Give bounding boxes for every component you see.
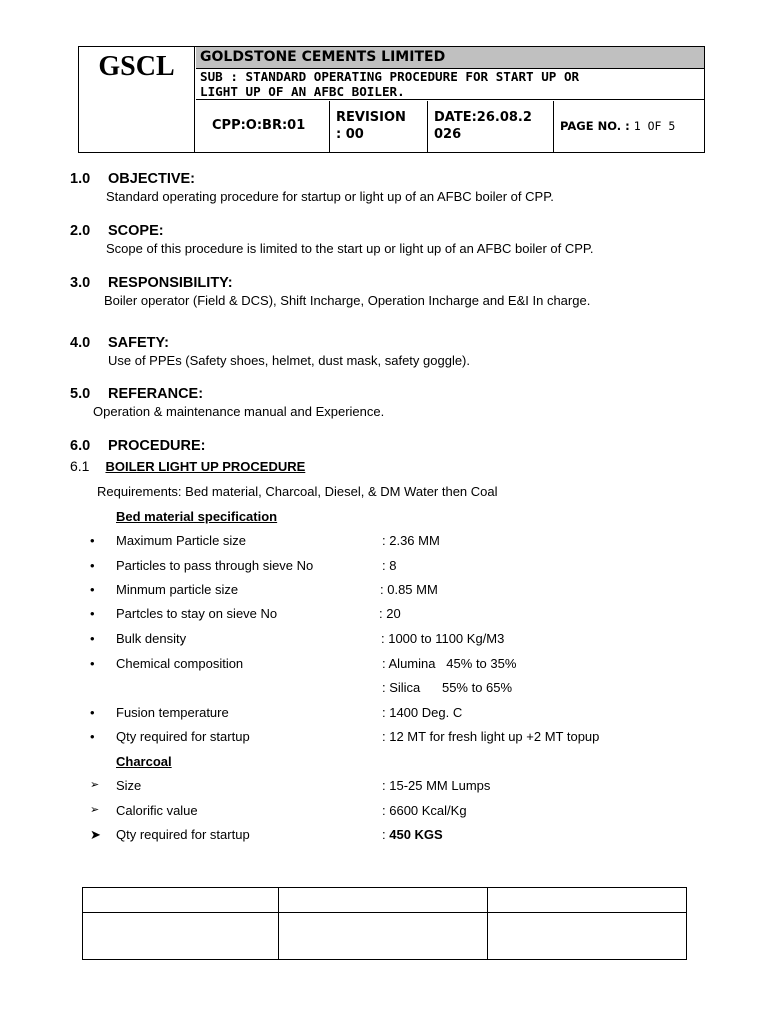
company-logo-text: GSCL [79, 47, 195, 152]
page-number-label: PAGE NO. : [560, 119, 630, 133]
section-text-responsibility: Boiler operator (Field & DCS), Shift Incharge, Operation Incharge and E&I In charge. [104, 293, 591, 308]
bullet-icon: • [90, 606, 95, 621]
table-divider [278, 888, 279, 959]
section-text-reference: Operation & maintenance manual and Experience. [93, 404, 385, 419]
subject-line-1: SUB : STANDARD OPERATING PROCEDURE FOR START UP OR [200, 69, 580, 84]
item-label: Qty required for startup [116, 827, 250, 842]
item-label: Maximum Particle size [116, 533, 247, 548]
date-line-2: 026 [434, 127, 462, 142]
item-value: : 20 [379, 606, 401, 621]
item-label: Qty required for startup [116, 729, 250, 744]
document-header-table [78, 46, 705, 153]
item-label: Minmum particle size [116, 582, 239, 597]
item-label: Bulk density [116, 631, 187, 646]
value-text: 15-25 MM Lumps [389, 778, 491, 793]
value-prefix: : [382, 803, 390, 818]
date-cell [428, 101, 554, 152]
bed-material-heading: Bed material specification [116, 509, 278, 524]
arrow-bullet-icon: ➢ [90, 779, 100, 791]
footer-signature-table [82, 887, 687, 960]
section-title: OBJECTIVE: [108, 171, 196, 187]
revision-label: REVISION [336, 110, 406, 125]
section-number: 2.0 [70, 223, 91, 239]
section-number: 4.0 [70, 335, 91, 351]
page-number-value: 1 OF 5 [633, 119, 676, 133]
date-line-1: DATE:26.08.2 [434, 110, 532, 125]
section-text-scope: Scope of this procedure is limited to the start up or light up of an AFBC boiler of CPP. [106, 241, 594, 256]
subsection-number: 6.1 [70, 458, 90, 474]
section-number: 6.0 [70, 438, 91, 454]
value-prefix: : [382, 778, 390, 793]
company-name: GOLDSTONE CEMENTS LIMITED [196, 47, 704, 69]
section-heading-safety [70, 335, 169, 351]
section-number: 5.0 [70, 386, 91, 402]
section-number: 3.0 [70, 275, 91, 291]
section-text-objective: Standard operating procedure for startup or light up of an AFBC boiler of CPP. [106, 189, 554, 204]
arrow-bullet-icon: ➢ [90, 804, 100, 816]
item-value: : Alumina 45% to 35% [382, 656, 517, 671]
bullet-icon: • [90, 582, 95, 597]
arrow-bullet-icon: ➤ [90, 827, 101, 842]
item-value: : 2.36 MM [382, 533, 440, 548]
value-prefix: : [382, 827, 390, 842]
document-subject [196, 69, 704, 100]
section-heading-procedure [70, 438, 205, 454]
bullet-icon: • [90, 705, 95, 720]
section-title: RESPONSIBILITY: [108, 275, 233, 291]
revision-cell [330, 101, 428, 152]
item-value: : 1400 Deg. C [382, 705, 463, 720]
section-title: SAFETY: [108, 335, 169, 351]
section-heading-objective [70, 171, 195, 187]
item-value: : 1000 to 1100 Kg/M3 [381, 631, 505, 646]
section-number: 1.0 [70, 171, 91, 187]
subject-line-2: LIGHT UP OF AN AFBC BOILER. [200, 84, 405, 99]
section-text-safety: Use of PPEs (Safety shoes, helmet, dust mask, safety goggle). [108, 353, 471, 368]
item-value [382, 827, 443, 842]
section-title: PROCEDURE: [108, 438, 206, 454]
bullet-icon: • [90, 558, 95, 573]
item-value [382, 778, 490, 793]
subsection-title: BOILER LIGHT UP PROCEDURE [105, 459, 306, 474]
page-number-cell [554, 101, 704, 152]
revision-value: : 00 [336, 127, 364, 142]
item-value: : 8 [382, 558, 397, 573]
bullet-icon: • [90, 533, 95, 548]
section-heading-responsibility [70, 275, 233, 291]
item-label: Partcles to stay on sieve No [116, 606, 278, 621]
bullet-icon: • [90, 729, 95, 744]
bullet-icon: • [90, 656, 95, 671]
document-number: CPP:O:BR:01 [196, 101, 330, 152]
value-text-bold: 450 KGS [389, 827, 443, 842]
section-title: REFERANCE: [108, 386, 204, 402]
item-label: Particles to pass through sieve No [116, 558, 314, 573]
section-heading-scope [70, 223, 164, 239]
item-label: Size [116, 778, 142, 793]
item-label: Fusion temperature [116, 705, 229, 720]
value-text: 6600 Kcal/Kg [389, 803, 467, 818]
section-heading-reference [70, 386, 203, 402]
item-label: Chemical composition [116, 656, 244, 671]
item-label: Calorific value [116, 803, 198, 818]
item-value: : 12 MT for fresh light up +2 MT topup [382, 729, 600, 744]
bullet-icon: • [90, 631, 95, 646]
section-title: SCOPE: [108, 223, 164, 239]
item-value [382, 803, 467, 818]
subsection-heading [70, 458, 305, 474]
item-value: : Silica 55% to 65% [382, 680, 513, 695]
item-value: : 0.85 MM [380, 582, 438, 597]
charcoal-heading: Charcoal [116, 754, 172, 769]
requirements-text: Requirements: Bed material, Charcoal, Diesel, & DM Water then Coal [97, 484, 498, 499]
table-divider [487, 888, 488, 959]
table-divider [83, 912, 686, 913]
